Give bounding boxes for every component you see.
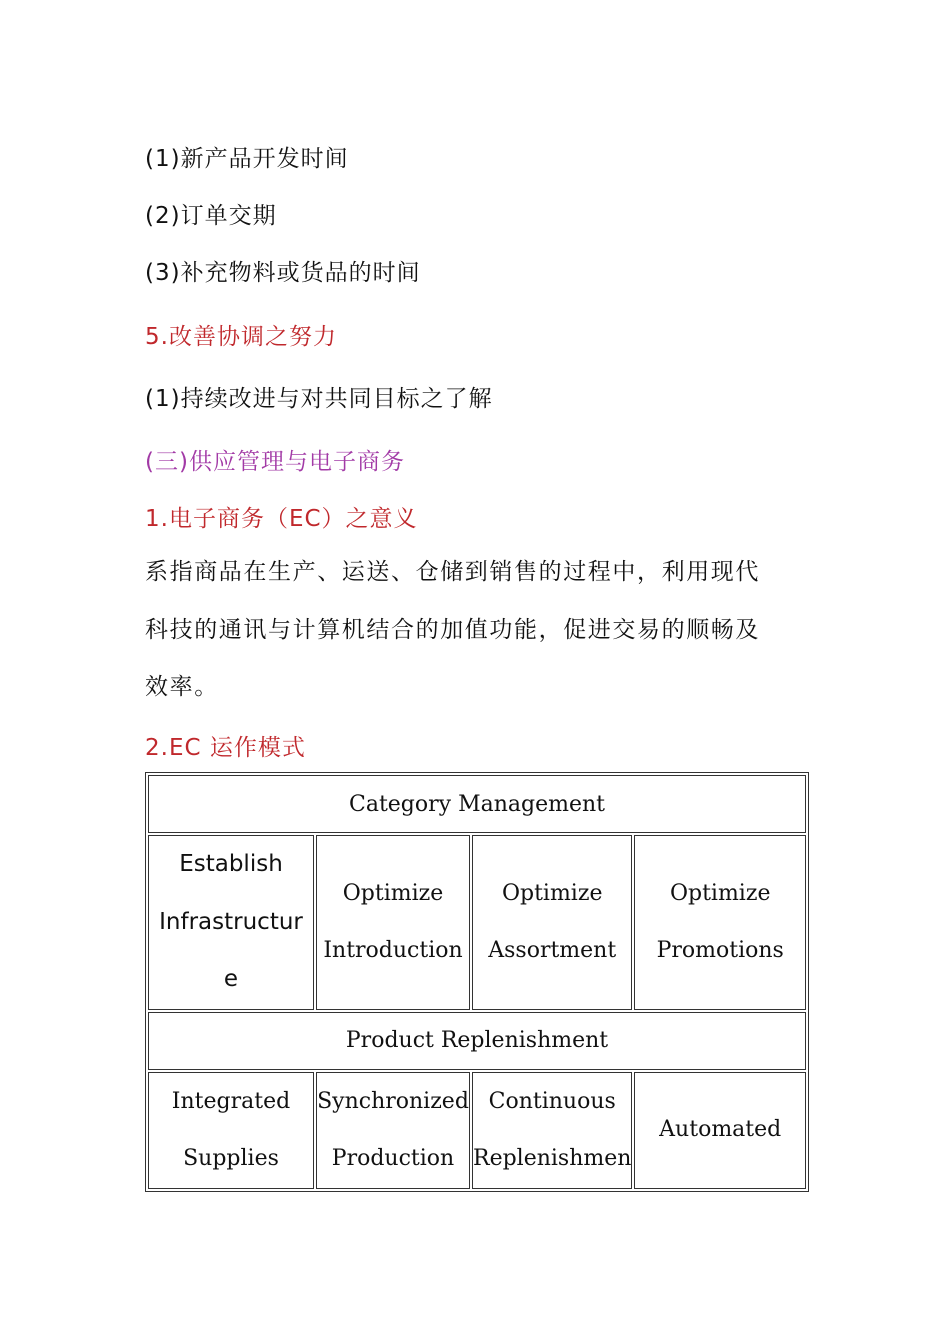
heading-ec-model: 2.EC 运作模式 xyxy=(145,735,306,761)
paragraph-line: 效率。 xyxy=(145,674,219,700)
cell-line: Continuous xyxy=(488,1088,616,1114)
heading-ec-meaning: 1.电子商务（EC）之意义 xyxy=(145,506,418,532)
cell-optimize-promotions xyxy=(634,835,806,1010)
paragraph-line: 系指商品在生产、运送、仓储到销售的过程中，利用现代 xyxy=(145,559,760,585)
cell-line: Automated xyxy=(659,1117,782,1143)
cell-line: Promotions xyxy=(656,938,784,964)
cell-line: Infrastructur xyxy=(159,908,303,935)
paragraph-line: 科技的通讯与计算机结合的加值功能，促进交易的顺畅及 xyxy=(145,616,760,643)
cell-category-management: Category Management xyxy=(148,775,806,833)
cell-line: Supplies xyxy=(183,1146,279,1171)
cell-optimize-assortment xyxy=(472,835,632,1010)
list-item-continuous-improvement: (1)持续改进与对共同目标之了解 xyxy=(145,386,493,412)
cell-line: Integrated xyxy=(171,1088,291,1114)
list-item-order-lead-time: (2)订单交期 xyxy=(145,203,277,229)
cell-optimize-introduction xyxy=(316,835,470,1010)
cell-line: Establish xyxy=(179,851,283,877)
cell-line: Synchronized xyxy=(317,1088,469,1114)
cell-line: Optimize xyxy=(501,880,603,906)
cell-line: Introduction xyxy=(323,938,463,964)
list-item-new-product-time: (1)新产品开发时间 xyxy=(145,146,349,172)
paragraph-ec-definition xyxy=(145,544,795,717)
cell-establish-infrastructure xyxy=(148,835,314,1010)
cell-line: Assortment xyxy=(488,938,617,964)
cell-line: e xyxy=(223,966,239,992)
cell-line: Optimize xyxy=(342,880,444,906)
cell-line: Replenishmen xyxy=(473,1146,632,1171)
heading-improve-coordination: 5.改善协调之努力 xyxy=(145,324,337,350)
cell-line: Optimize xyxy=(669,880,771,906)
cell-line: Production xyxy=(331,1146,455,1171)
cell-continuous-replenishment xyxy=(472,1072,632,1189)
cell-product-replenishment: Product Replenishment xyxy=(148,1012,806,1070)
ec-model-table xyxy=(145,772,809,1192)
heading-supply-management-ec: (三)供应管理与电子商务 xyxy=(145,449,405,475)
list-item-replenish-time: (3)补充物料或货品的时间 xyxy=(145,260,421,286)
cell-synchronized-production xyxy=(316,1072,470,1189)
cell-automated xyxy=(634,1072,806,1189)
cell-integrated-supplies xyxy=(148,1072,314,1189)
